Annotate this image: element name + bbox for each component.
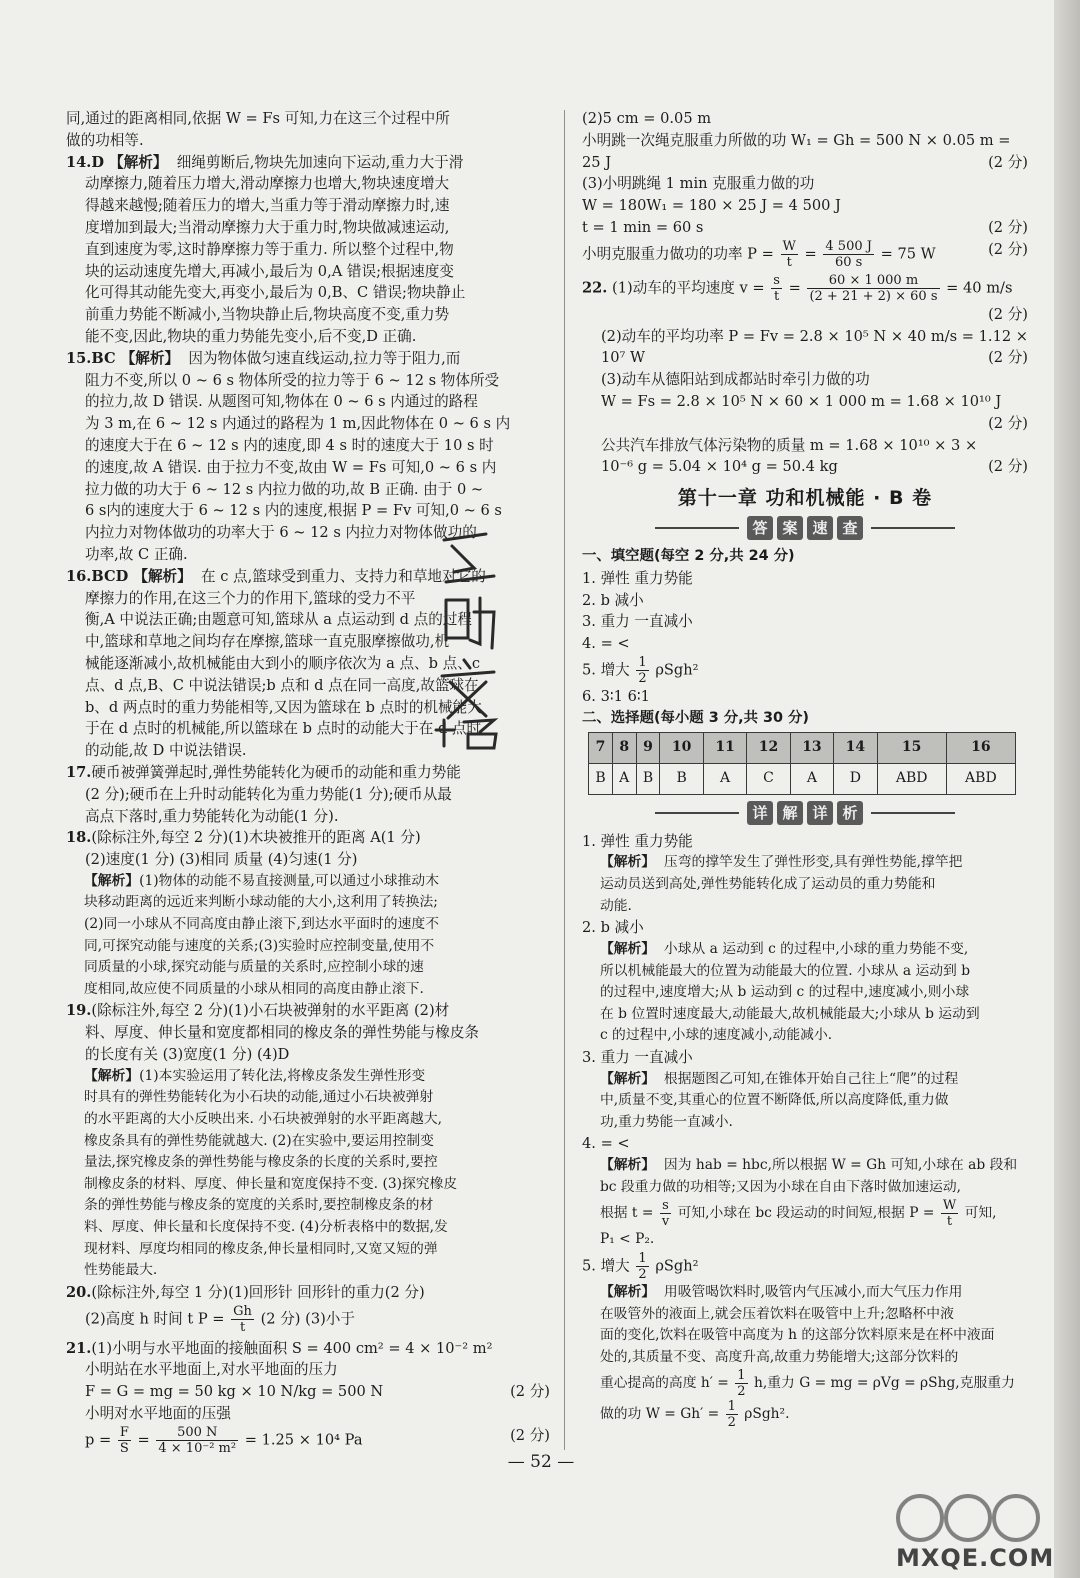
answer-line: 硬币被弹簧弹起时,弹性势能转化为硬币的动能和重力势能	[91, 763, 461, 781]
analysis-line: 料、厚度、伸长量和长度保持不变. (4)分析表格中的数据,发	[83, 1219, 448, 1235]
analysis-tag: 【解析】	[599, 854, 656, 871]
answer-line: 小明对水平地面的压强	[84, 1404, 231, 1422]
banner-char: 速	[807, 516, 833, 540]
answer-line	[582, 347, 1028, 369]
section-heading: 二、选择题(每小题 3 分,共 30 分)	[582, 709, 809, 726]
answer-17	[66, 762, 550, 827]
section-heading: 一、填空题(每空 2 分,共 24 分)	[582, 547, 795, 564]
analysis-line: P₁ < P₂.	[599, 1231, 655, 1248]
analysis-4	[582, 1133, 1028, 1251]
banner-char: 查	[837, 516, 863, 540]
answer-text: (2)高度 h 时间 t P =	[84, 1310, 225, 1328]
analysis-line: 功,重力势能一直减小.	[599, 1113, 733, 1130]
equation: = 75 W	[880, 245, 936, 263]
answer-line: (1)小明与水平地面的接触面积 S = 400 cm² = 4 × 10⁻² m²	[91, 1339, 493, 1357]
analysis-line: 因为 hab = hbc,所以根据 W = Gh 可知,小球在 ab 段和	[663, 1157, 1018, 1174]
left-column	[66, 108, 550, 1456]
equation: = 1.25 × 10⁴ Pa	[244, 1431, 363, 1449]
banner-char: 答	[747, 516, 773, 540]
score: (2 分)	[988, 349, 1028, 367]
analysis-line: 细绳剪断后,物块先加速向下运动,重力大于滑	[176, 153, 464, 171]
fraction-numerator: W	[942, 1198, 957, 1214]
analysis-line: b、d 两点时的重力势能相等,又因为篮球在 b 点时的机械能大	[84, 698, 482, 716]
score: (2 分)	[510, 1383, 550, 1401]
analysis-line	[582, 1399, 1028, 1430]
fraction-numerator: 4 500 J	[825, 238, 872, 254]
table-cell: C	[747, 763, 790, 794]
score: (2 分)	[988, 458, 1028, 476]
analysis-line: 得越来越慢;随着压力的增大,当重力等于滑动摩擦力时,速	[84, 197, 450, 215]
analysis-line: 现材料、厚度均相同的橡皮条,伸长量相同时,又宽又短的弹	[83, 1240, 438, 1257]
answer-text: (2 分) (3)小于	[260, 1310, 355, 1328]
analysis-head: 3. 重力 一直减小	[582, 1048, 693, 1066]
fraction-denominator: 2	[727, 1415, 736, 1431]
score: (2 分)	[988, 305, 1028, 323]
answer-line	[582, 273, 1028, 304]
answer-line	[582, 391, 1028, 435]
fraction	[941, 1198, 958, 1229]
answer-line: 高点下落时,重力势能转化为动能(1 分).	[84, 807, 339, 825]
analysis-line: 同质量的小球,探究动能与质量的关系时,应控制小球的速	[83, 959, 424, 976]
analysis-tag: 【解析】	[599, 1070, 656, 1087]
answer-line	[66, 1381, 550, 1403]
fraction	[118, 1425, 131, 1456]
analysis-head: 4. = <	[582, 1135, 630, 1153]
choice-answer-table	[588, 732, 1016, 795]
analysis-head: 1. 弹性 重力势能	[582, 832, 693, 850]
answer-19	[66, 1000, 550, 1281]
fraction-denominator: S	[119, 1440, 129, 1456]
question-number: 19.	[66, 1002, 92, 1020]
equation: =	[137, 1431, 150, 1449]
analysis-head: 2. b 减小	[582, 919, 644, 937]
detailed-analysis-banner	[582, 801, 1028, 825]
analysis-line: 根据题图乙可知,在锥体开始自己往上“爬”的过程	[663, 1070, 959, 1087]
analysis-line	[582, 1198, 1028, 1229]
answer-line	[66, 1304, 550, 1335]
banner-char: 详	[747, 801, 773, 825]
fraction-denominator: 60 s	[834, 254, 863, 270]
answer-head: BC 【解析】	[91, 349, 180, 367]
analysis-text: ρSgh².	[744, 1406, 790, 1423]
analysis-line: 6 s内的速度大于 6 ~ 12 s 内的速度,根据 P = Fv 可知,0 ~ 6 s	[84, 502, 502, 520]
answer-line: (除标注外,每空 2 分)(1)小石块被弹射的水平距离 (2)材	[91, 1002, 450, 1020]
analysis-line: 阻力不变,所以 0 ~ 6 s 物体所受的拉力等于 6 ~ 12 s 物体所受	[84, 371, 500, 389]
analysis-line: 的拉力,故 D 错误. 从题图可知,物体在 0 ~ 6 s 内通过的路程	[84, 393, 478, 411]
analysis-text: 重心提高的高度 h′ =	[599, 1375, 729, 1392]
fraction-numerator: Gh	[233, 1303, 252, 1319]
analysis-line: 化可得其动能先变大,再变小,最后为 0,B、C 错误;物块静止	[84, 284, 466, 302]
answer-text: 5. 增大	[582, 661, 635, 679]
analysis-line: 械能逐渐减小,故机械能由大到小的顺序依次为 a 点、b 点、c	[84, 654, 480, 672]
analysis-tag: 【解析】	[599, 940, 656, 957]
table-cell: 16	[946, 732, 1015, 763]
analysis-line: 于在 d 点时的机械能,所以篮球在 b 点时的动能大于在 d 点时	[84, 720, 482, 738]
analysis-line: 摩擦力的作用,在这三个力的作用下,篮球的受力不平	[84, 589, 416, 607]
analysis-line: 所以机械能最大的位置为动能最大的位置. 小球从 a 运动到 b	[599, 962, 971, 979]
answer-21-continued	[582, 108, 1028, 270]
answer-18	[66, 827, 550, 1000]
analysis-text: 5. 增大	[582, 1257, 635, 1275]
intro-line: 同,通过的距离相同,依据 W = Fs 可知,力在这三个过程中所	[66, 110, 450, 127]
banner-rule	[871, 527, 955, 529]
equation: F = G = mg = 50 kg × 10 N/kg = 500 N	[84, 1383, 384, 1401]
analysis-line: 前重力势能不断减小,当物块静止后,物块高度不变,重力势	[84, 306, 450, 324]
fraction-numerator: 1	[737, 1368, 746, 1384]
analysis-line: 用吸管喝饮料时,吸管内气压减小,而大气压力作用	[663, 1284, 963, 1301]
banner-char: 详	[807, 801, 833, 825]
fill-answer	[582, 655, 1028, 686]
analysis-line: 度增加到最大;当滑动摩擦力大于重力时,物块做减速运动,	[84, 218, 450, 236]
fraction-denominator: 2	[638, 670, 647, 686]
analysis-line: 处的,其质量不变、高度升高,故重力势能增大;这部分饮料的	[599, 1348, 959, 1365]
analysis-line: 拉力做的功大于 6 ~ 12 s 内拉力做的功,故 B 正确. 由于 0 ~	[84, 480, 484, 498]
table-cell: A	[703, 763, 746, 794]
table-row	[589, 763, 1016, 794]
fraction	[735, 1368, 747, 1399]
analysis-tag: 【解析】	[599, 1157, 656, 1174]
score: (2 分)	[988, 240, 1028, 258]
answer-head: BCD 【解析】	[91, 567, 192, 585]
answer-line	[582, 239, 1028, 270]
fraction	[636, 655, 648, 686]
analysis-line: 块移动距离的远近来判断小球动能的大小,这利用了转换法;	[83, 894, 438, 911]
fraction-numerator: 60 × 1 000 m	[807, 273, 939, 289]
watermark-text: MXQE.COM	[896, 1544, 1055, 1572]
analysis-line: (1)物体的动能不易直接测量,可以通过小球推动木	[139, 872, 439, 889]
analysis-text: ρSgh²	[655, 1257, 699, 1275]
answer-line	[582, 304, 1028, 326]
analysis-line: 在吸管外的液面上,就会压着饮料在吸管中上升;忽略杯中液	[599, 1305, 954, 1322]
answer-21	[66, 1338, 550, 1456]
analysis-line	[582, 1368, 1028, 1399]
answer-15	[66, 348, 550, 566]
fraction-numerator: 1	[727, 1399, 736, 1415]
fraction-numerator: W	[782, 238, 796, 254]
table-cell: 9	[636, 732, 660, 763]
table-cell: ABD	[877, 763, 946, 794]
question-number: 21.	[66, 1339, 92, 1357]
analysis-line: 量法,探究橡皮条的弹性势能与橡皮条的长度的关系时,要控	[83, 1154, 438, 1171]
analysis-line: 的速度大于在 6 ~ 12 s 内的速度,即 4 s 时的速度大于 10 s 时	[84, 436, 494, 454]
answer-22	[582, 273, 1028, 478]
table-cell: 7	[589, 732, 613, 763]
fraction	[726, 1399, 738, 1430]
analysis-line: 动摩擦力,随着压力增大,滑动摩擦力也增大,物块速度增大	[84, 175, 450, 193]
question-number: 16.	[66, 567, 92, 585]
answer-20	[66, 1282, 550, 1335]
table-cell: ABD	[946, 763, 1015, 794]
question-number: 22.	[582, 279, 608, 297]
analysis-line: 面的变化,饮料在吸管中高度为 h 的这部分饮料原来是在杯中液面	[599, 1327, 995, 1344]
table-cell: 12	[747, 732, 790, 763]
question-number: 17.	[66, 763, 92, 781]
banner-char: 解	[777, 801, 803, 825]
answer-line: (3)小明跳绳 1 min 克服重力做的功	[582, 175, 815, 193]
answer-line: 料、厚度、伸长量和宽度都相同的橡皮条的弹性势能与橡皮条	[84, 1024, 480, 1042]
answer-line: 公共汽车排放气体污染物的质量 m = 1.68 × 10¹⁰ × 3 ×	[600, 436, 978, 454]
page-binding-edge	[1054, 0, 1080, 1578]
equation: t = 1 min = 60 s	[582, 218, 704, 236]
fraction-numerator: F	[119, 1424, 129, 1440]
answer-line: (2)5 cm = 0.05 m	[582, 110, 712, 127]
score: (2 分)	[988, 153, 1028, 171]
fill-answer: 6. 3∶1 6∶1	[582, 687, 650, 705]
analysis-text: 可知,小球在 bc 段运动的时间短,根据 P =	[677, 1205, 935, 1222]
analysis-head	[582, 1251, 1028, 1282]
table-cell: 13	[790, 732, 833, 763]
table-cell: B	[636, 763, 660, 794]
analysis-tag: 【解析】	[599, 1284, 656, 1301]
banner-char: 案	[777, 516, 803, 540]
analysis-line: 因为物体做匀速直线运动,拉力等于阻力,而	[188, 349, 461, 367]
answer-quick-check-banner	[582, 516, 1028, 540]
analysis-2	[582, 917, 1028, 1047]
fraction	[781, 239, 798, 270]
answer-14	[66, 152, 550, 348]
fraction-denominator: 2	[737, 1384, 746, 1400]
analysis-line: 块的运动速度先增大,再减小,最后为 0,A 错误;根据速度变	[84, 262, 454, 280]
analysis-line: 的速度,故 A 错误. 由于拉力不变,故由 W = Fs 可知,0 ~ 6 s 内	[84, 458, 497, 476]
answer-line: (2)速度(1 分) (3)相同 质量 (4)匀速(1 分)	[84, 851, 358, 869]
fraction	[231, 1304, 254, 1335]
analysis-line: 功率,故 C 正确.	[84, 545, 188, 563]
analysis-line: 中,质量不变,其重心的位置不断降低,所以高度降低,重力做	[599, 1092, 949, 1109]
analysis-line: 运动员送到高处,弹性势能转化成了运动员的重力势能和	[599, 875, 936, 892]
analysis-line: 条的弹性势能与橡皮条的宽度的关系时,要控制橡皮条的材	[83, 1197, 434, 1214]
analysis-text: h,重力 G = mg = ρVg = ρShg,克服重力	[753, 1375, 1015, 1392]
analysis-line: c 的过程中,小球的速度减小,动能减小.	[599, 1027, 833, 1044]
analysis-1	[582, 831, 1028, 918]
answer-line: 小明站在水平地面上,对水平地面的压力	[84, 1361, 338, 1379]
answer-line	[582, 217, 1028, 239]
table-cell: D	[834, 763, 877, 794]
answer-line: (3)动车从德阳站到成都站时牵引力做的功	[600, 371, 870, 389]
fraction-denominator: t	[786, 254, 792, 270]
analysis-line: 在 b 位置时速度最大,动能最大,故机械能最大;小球从 b 运动到	[599, 1005, 980, 1022]
score: (2 分)	[510, 1426, 550, 1444]
answer-16	[66, 566, 550, 762]
analysis-line: 橡皮条具有的弹性势能就越大. (2)在实验中,要运用控制变	[83, 1132, 434, 1149]
analysis-line: 小球从 a 运动到 c 的过程中,小球的重力势能不变,	[663, 940, 969, 957]
banner-char: 析	[837, 801, 863, 825]
table-cell: 8	[612, 732, 636, 763]
analysis-line: 同,可探究动能与速度的关系;(3)实验时应控制变量,使用不	[83, 937, 435, 954]
answer-line: (除标注外,每空 2 分)(1)木块被推开的距离 A(1 分)	[91, 829, 421, 847]
fraction	[807, 273, 939, 304]
analysis-line: 能不变,因此,物块的重力势能先变小,后不变,D 正确.	[84, 327, 417, 345]
analysis-3	[582, 1047, 1028, 1134]
answer-line: 的长度有关 (3)宽度(1 分) (4)D	[84, 1046, 290, 1064]
fraction-denominator: t	[946, 1214, 953, 1230]
fraction-numerator: s	[773, 272, 780, 288]
banner-rule	[871, 812, 955, 814]
analysis-line: 压弯的撑竿发生了弹性形变,具有弹性势能,撑竿把	[663, 854, 963, 871]
equation: =	[788, 279, 801, 297]
fill-answer: 2. b 减小	[582, 591, 644, 609]
fraction-denominator: t	[239, 1319, 246, 1335]
analysis-line: 度相同,故应使不同质量的小球从相同的高度由静止滚下.	[83, 980, 424, 997]
analysis-line: 的水平距离的大小反映出来. 小石块被弹射的水平距离越大,	[83, 1111, 443, 1128]
analysis-line: 为 3 m,在 6 ~ 12 s 内通过的路程为 1 m,因此物体在 0 ~ 6 s 内	[84, 415, 511, 433]
fraction-numerator: s	[660, 1198, 671, 1214]
fill-answer: 1. 弹性 重力势能	[582, 569, 693, 587]
table-cell: B	[589, 763, 613, 794]
analysis-line: bc 段重力做的功相等;又因为小球在自由下落时做加速运动,	[599, 1178, 962, 1195]
analysis-line: 直到速度为零,这时静摩擦力等于重力. 所以整个过程中,物	[84, 240, 454, 258]
analysis-text: 做的功 W = Gh′ =	[599, 1406, 720, 1423]
fraction-denominator: 2	[638, 1267, 647, 1283]
answer-line: 小明跳一次绳克服重力所做的功 W₁ = Gh = 500 N × 0.05 m =	[582, 131, 1011, 149]
right-column	[582, 108, 1028, 1430]
table-cell: B	[660, 763, 703, 794]
fraction	[660, 1198, 671, 1229]
equation: 10⁷ W	[600, 349, 646, 367]
equation: =	[804, 245, 817, 263]
answer-line: (2 分);硬币在上升时动能转化为重力势能(1 分);硬币从最	[84, 785, 452, 803]
analysis-5	[582, 1251, 1028, 1430]
analysis-tag: 【解析】	[83, 1067, 140, 1084]
equation: 25 J	[582, 153, 612, 171]
analysis-line: 动能.	[599, 897, 632, 914]
fraction	[771, 273, 782, 304]
equation: 10⁻⁶ g = 5.04 × 10⁴ g = 50.4 kg	[600, 458, 838, 476]
analysis-line: 在 c 点,篮球受到重力、支持力和草地对它的	[201, 567, 486, 585]
equation: = 40 m/s	[946, 279, 1013, 297]
column-divider	[564, 110, 565, 1450]
analysis-line: 的动能,故 D 中说法错误.	[84, 742, 247, 760]
analysis-line: 点、d 点,B、C 中说法错误;b 点和 d 点在同一高度,故篮球在	[84, 676, 479, 694]
analysis-line: 的过程中,速度增大;从 b 运动到 c 的过程中,速度减小,则小球	[599, 984, 970, 1001]
analysis-text: 根据 t =	[599, 1205, 654, 1222]
intro-line: 做的功相等.	[66, 131, 144, 149]
answer-line: (除标注外,每空 1 分)(1)回形针 回形针的重力(2 分)	[91, 1283, 425, 1301]
chapter-title: 第十一章 功和机械能 · B 卷	[677, 487, 933, 510]
fraction-numerator: 1	[638, 654, 647, 670]
equation: 小明克服重力做功的功率 P =	[582, 245, 774, 263]
analysis-tag: 【解析】	[83, 872, 140, 889]
fraction-denominator: 4 × 10⁻² m²	[158, 1440, 237, 1456]
table-cell: A	[612, 763, 636, 794]
fill-answer: 4. = <	[582, 635, 630, 653]
page-number: — 52 —	[507, 1452, 575, 1472]
answer-line: (2)动车的平均功率 P = Fv = 2.8 × 10⁵ N × 40 m/s = 1.12 ×	[600, 327, 1029, 345]
fraction-denominator: (2 + 21 + 2) × 60 s	[809, 288, 938, 304]
table-cell: 15	[877, 732, 946, 763]
fraction-denominator: t	[773, 288, 780, 304]
answer-line	[582, 456, 1028, 478]
analysis-line: (1)本实验运用了转化法,将橡皮条发生弹性形变	[139, 1067, 426, 1084]
question-number: 18.	[66, 829, 92, 847]
fill-answer: 3. 重力 一直减小	[582, 613, 693, 631]
banner-rule	[655, 812, 739, 814]
question-number: 15.	[66, 349, 92, 367]
fraction	[156, 1425, 238, 1456]
table-cell: 14	[834, 732, 877, 763]
equation: p =	[84, 1431, 112, 1449]
table-row	[589, 732, 1016, 763]
answer-line: W = 180W₁ = 180 × 25 J = 4 500 J	[582, 197, 841, 215]
question-number: 20.	[66, 1283, 92, 1301]
analysis-text: 可知,	[964, 1205, 997, 1222]
fraction	[823, 239, 874, 270]
analysis-line: 中,篮球和草地之间均存在摩擦,篮球一直克服摩擦做功,机	[84, 633, 450, 651]
answer-text: ρSgh²	[655, 661, 699, 679]
analysis-line: 内拉力对物体做功的功率大于 6 ~ 12 s 内拉力对物体做功的	[84, 524, 477, 542]
answer-line	[582, 152, 1028, 174]
fraction-numerator: 1	[638, 1251, 647, 1267]
table-cell: 10	[660, 732, 703, 763]
fraction-numerator: 500 N	[156, 1425, 238, 1441]
fraction-denominator: v	[661, 1214, 670, 1230]
answer-head: D 【解析】	[91, 153, 168, 171]
analysis-line: 时具有的弹性势能转化为小石块的动能,通过小石块被弹射	[83, 1089, 434, 1106]
question-number: 14.	[66, 153, 92, 171]
equation: W = Fs = 2.8 × 10⁵ N × 60 × 1 000 m = 1.68 × 10¹⁰ J	[600, 392, 1002, 410]
score: (2 分)	[988, 218, 1028, 236]
banner-rule	[655, 527, 739, 529]
table-cell: A	[790, 763, 833, 794]
score: (2 分)	[988, 414, 1028, 432]
analysis-line: 衡,A 中说法正确;由题意可知,篮球从 a 点运动到 d 点的过程	[84, 611, 473, 629]
analysis-line: 制橡皮条的材料、厚度、伸长量和宽度保持不变. (3)探究橡皮	[83, 1175, 458, 1192]
equation: (1)动车的平均速度 v =	[612, 279, 765, 297]
table-cell: 11	[703, 732, 746, 763]
analysis-line: (2)同一小球从不同高度由静止滚下,到达水平面时的速度不	[83, 916, 439, 933]
analysis-line: 性势能最大.	[83, 1262, 158, 1279]
fraction	[636, 1251, 648, 1282]
